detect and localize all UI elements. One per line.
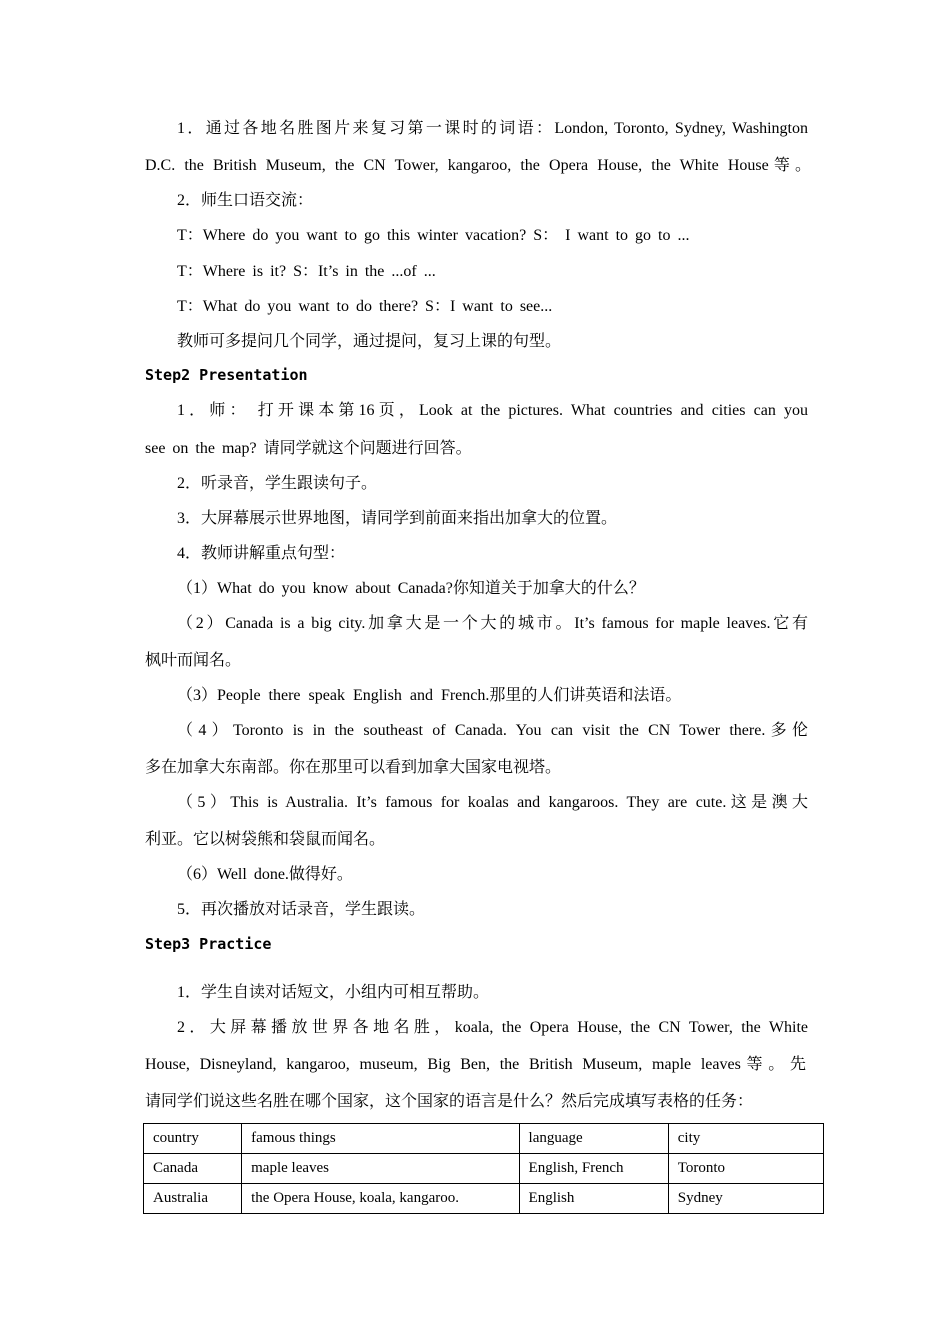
sentence-5: （5）This is Australia. It’s famous for koalas and kangaroos. They are cute.这是澳大 (177, 794, 808, 811)
paragraph-review-words: 1．通过各地名胜图片来复习第一课时的词语：London, Toronto, Sydney, Washington (177, 120, 808, 137)
sentence-5-cont: 利亚。它以树袋熊和袋鼠而闻名。 (145, 831, 386, 848)
paragraph-landmarks-task: 请同学们说这些名胜在哪个国家，这个国家的语言是什么？然后完成填写表格的任务： (145, 1093, 754, 1110)
paragraph-oral-exchange: 2．师生口语交流： (177, 192, 314, 209)
table-cell: Toronto (668, 1154, 823, 1184)
paragraph-review-words-cont: D.C. the British Museum, the CN Tower, kangaroo, the Opera House, the White House等。 (145, 157, 811, 174)
section-heading-presentation: Step2 Presentation (145, 366, 308, 384)
dialogue-line-2: T：Where is it? S：It’s in the ...of ... (177, 263, 436, 280)
table-cell: Sydney (668, 1184, 823, 1214)
sentence-4: （4）Toronto is in the southeast of Canada. You can visit the CN Tower there.多伦 (177, 722, 808, 739)
table-cell: maple leaves (242, 1154, 519, 1184)
paragraph-open-book: 1．师： 打开课本第16页，Look at the pictures. What countries and cities can you (177, 402, 808, 419)
paragraph-world-map: 3．大屏幕展示世界地图，请同学到前面来指出加拿大的位置。 (177, 510, 618, 527)
table-row (144, 1154, 824, 1184)
paragraph-teacher-note: 教师可多提问几个同学，通过提问，复习上课的句型。 (177, 333, 562, 350)
paragraph-listen: 2．听录音，学生跟读句子。 (177, 475, 378, 492)
sentence-3: （3）People there speak English and French.那里的人们讲英语和法语。 (177, 687, 682, 704)
paragraph-key-sentences: 4．教师讲解重点句型： (177, 545, 346, 562)
dialogue-line-3: T：What do you want to do there? S：I want to see... (177, 298, 553, 315)
paragraph-open-book-cont: see on the map? 请同学就这个问题进行回答。 (145, 440, 472, 457)
table-cell: the Opera House, koala, kangaroo. (242, 1184, 519, 1214)
table-header-cell: famous things (242, 1124, 519, 1154)
dialogue-line-1: T：Where do you want to go this winter vacation? S： I want to go to ... (177, 227, 690, 244)
table-header-row (144, 1124, 824, 1154)
table-header-cell: language (519, 1124, 668, 1154)
table-cell: English (519, 1184, 668, 1214)
table-header-cell: country (144, 1124, 242, 1154)
paragraph-landmarks-cont: House, Disneyland, kangaroo, museum, Big Ben, the British Museum, maple leaves等。先 (145, 1056, 806, 1073)
paragraph-self-read: 1．学生自读对话短文，小组内可相互帮助。 (177, 984, 490, 1001)
paragraph-landmarks: 2．大屏幕播放世界各地名胜，koala, the Opera House, the CN Tower, the White (177, 1019, 808, 1036)
table-row (144, 1184, 824, 1214)
sentence-1: （1）What do you know about Canada?你知道关于加拿大的什么？ (177, 580, 645, 597)
sentence-2-cont: 枫叶而闻名。 (145, 652, 242, 669)
sentence-4-cont: 多在加拿大东南部。你在那里可以看到加拿大国家电视塔。 (145, 759, 562, 776)
table-cell: Canada (144, 1154, 242, 1184)
section-heading-practice: Step3 Practice (145, 935, 272, 953)
table-header-cell: city (668, 1124, 823, 1154)
table-cell: Australia (144, 1184, 242, 1214)
countries-table (143, 1123, 824, 1214)
table-cell: English, French (519, 1154, 668, 1184)
sentence-2: （2）Canada is a big city.加拿大是一个大的城市。It’s famous for maple leaves.它有 (177, 615, 808, 632)
paragraph-replay: 5．再次播放对话录音，学生跟读。 (177, 901, 426, 918)
sentence-6: （6）Well done.做得好。 (177, 866, 353, 883)
